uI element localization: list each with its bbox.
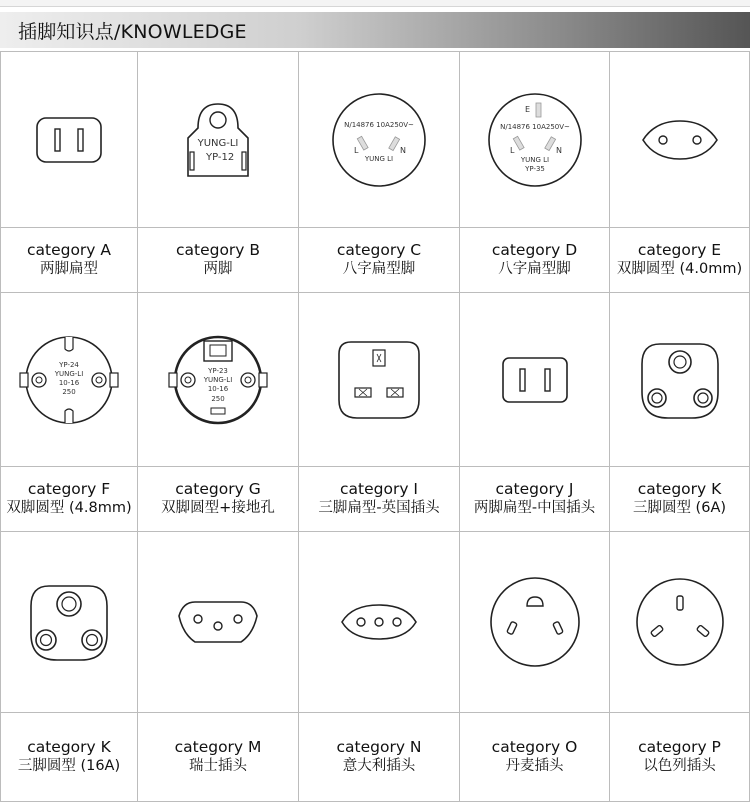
plug-description: 两脚扁型 xyxy=(40,261,98,277)
plug-card-g xyxy=(138,293,299,532)
plug-category-label: category K xyxy=(637,480,722,498)
plug-p-icon xyxy=(630,572,730,672)
plug-category-label: category J xyxy=(495,480,574,498)
plug-category-label: category K xyxy=(27,738,111,756)
section-title: 插脚知识点/KNOWLEDGE xyxy=(18,20,247,43)
plug-c-icon xyxy=(324,85,434,195)
plug-card-f xyxy=(0,293,138,532)
plug-illustration-b xyxy=(138,52,298,228)
plug-c-mark-2: L xyxy=(354,145,359,155)
plug-card-i xyxy=(299,293,460,532)
plug-illustration-k-6a xyxy=(610,293,749,467)
plug-b-icon xyxy=(168,90,268,190)
plug-d-mark-3: L xyxy=(509,145,514,155)
plug-row-3 xyxy=(0,532,750,802)
plug-i-icon xyxy=(329,330,429,430)
plug-card-b xyxy=(138,52,299,293)
plug-illustration-n xyxy=(299,532,459,713)
plug-description: 三脚圆型 (16A) xyxy=(17,758,121,774)
plug-illustration-e xyxy=(610,52,749,228)
plug-a-icon xyxy=(29,110,109,170)
plug-card-o xyxy=(460,532,610,802)
plug-d-icon xyxy=(480,85,590,195)
plug-description: 双脚圆型 (4.8mm) xyxy=(6,500,132,516)
plug-c-mark-3: N xyxy=(400,145,406,155)
plug-k-16a-icon xyxy=(19,572,119,672)
plug-description: 两脚扁型-中国插头 xyxy=(473,500,596,516)
plug-description: 三脚圆型 (6A) xyxy=(632,500,727,516)
plug-card-m xyxy=(138,532,299,802)
plug-g-mark-2: YUNG-LI xyxy=(203,375,233,384)
plug-category-label: category I xyxy=(340,480,418,498)
plug-b-mark-1: YUNG-LI xyxy=(197,137,239,149)
plug-card-e xyxy=(610,52,750,293)
plug-card-n xyxy=(299,532,460,802)
plug-card-k-16a xyxy=(0,532,138,802)
plug-category-label: category G xyxy=(175,480,261,498)
plug-category-label: category C xyxy=(336,241,422,259)
plug-illustration-a xyxy=(1,52,137,228)
plug-illustration-i xyxy=(299,293,459,467)
plug-g-mark-1: YP-23 xyxy=(208,366,228,375)
plug-g-mark-4: 250 xyxy=(211,394,225,403)
plug-m-icon xyxy=(173,592,263,652)
top-divider xyxy=(0,0,750,7)
plug-f-mark-3: 10-16 xyxy=(58,378,80,387)
plug-category-label: category B xyxy=(175,241,261,259)
plug-description: 八字扁型脚 xyxy=(498,261,571,277)
plug-illustration-j xyxy=(460,293,609,467)
plug-category-label: category P xyxy=(638,738,721,756)
plug-illustration-o xyxy=(460,532,609,713)
plug-n-icon xyxy=(334,597,424,647)
plug-f-mark-2: YUNG-LI xyxy=(54,369,84,378)
plug-illustration-p xyxy=(610,532,749,713)
plug-g-mark-3: 10-16 xyxy=(207,384,229,393)
plug-c-mark-1: N/14876 10A250V~ xyxy=(344,120,414,129)
plug-o-icon xyxy=(485,572,585,672)
plug-type-grid xyxy=(0,51,750,802)
plug-j-icon xyxy=(495,350,575,410)
plug-b-mark-2: YP-12 xyxy=(206,151,235,163)
plug-g-icon xyxy=(163,325,273,435)
plug-d-mark-5: YUNG LI xyxy=(520,155,549,164)
plug-description: 双脚圆型+接地孔 xyxy=(161,500,275,516)
plug-illustration-k-16a xyxy=(1,532,137,713)
plug-description: 双脚圆型 (4.0mm) xyxy=(616,261,743,277)
plug-illustration-m xyxy=(138,532,298,713)
plug-description: 意大利插头 xyxy=(342,758,416,774)
plug-card-p xyxy=(610,532,750,802)
plug-card-k-6a xyxy=(610,293,750,532)
plug-description: 丹麦插头 xyxy=(505,758,564,774)
plug-category-label: category D xyxy=(491,241,578,259)
plug-e-icon xyxy=(635,115,725,165)
plug-k-6a-icon xyxy=(630,330,730,430)
plug-d-mark-4: N xyxy=(555,145,562,155)
plug-category-label: category F xyxy=(27,480,111,498)
plug-card-a xyxy=(0,52,138,293)
plug-description: 八字扁型脚 xyxy=(342,261,416,277)
plug-category-label: category O xyxy=(491,738,578,756)
plug-illustration-c xyxy=(299,52,459,228)
plug-category-label: category M xyxy=(174,738,262,756)
plug-illustration-f xyxy=(1,293,137,467)
plug-c-mark-4: YUNG LI xyxy=(364,154,394,163)
plug-card-j xyxy=(460,293,610,532)
plug-category-label: category E xyxy=(637,241,722,259)
plug-description: 两脚 xyxy=(203,261,233,277)
plug-d-mark-1: E xyxy=(524,104,530,114)
plug-f-mark-1: YP-24 xyxy=(59,360,79,369)
plug-f-mark-4: 250 xyxy=(62,387,76,396)
plug-row-2 xyxy=(0,293,750,532)
section-header xyxy=(0,12,750,48)
plug-d-mark-2: N/14876 10A250V~ xyxy=(499,122,570,131)
plug-illustration-d xyxy=(460,52,609,228)
plug-category-label: category A xyxy=(26,241,112,259)
plug-card-c xyxy=(299,52,460,293)
plug-card-d xyxy=(460,52,610,293)
plug-row-1 xyxy=(0,52,750,293)
plug-illustration-g xyxy=(138,293,298,467)
plug-d-mark-6: YP-35 xyxy=(524,164,545,173)
plug-description: 瑞士插头 xyxy=(189,758,247,774)
plug-category-label: category N xyxy=(336,738,422,756)
plug-description: 以色列插头 xyxy=(643,758,716,774)
plug-description: 三脚扁型-英国插头 xyxy=(318,500,440,516)
plug-f-icon xyxy=(14,325,124,435)
